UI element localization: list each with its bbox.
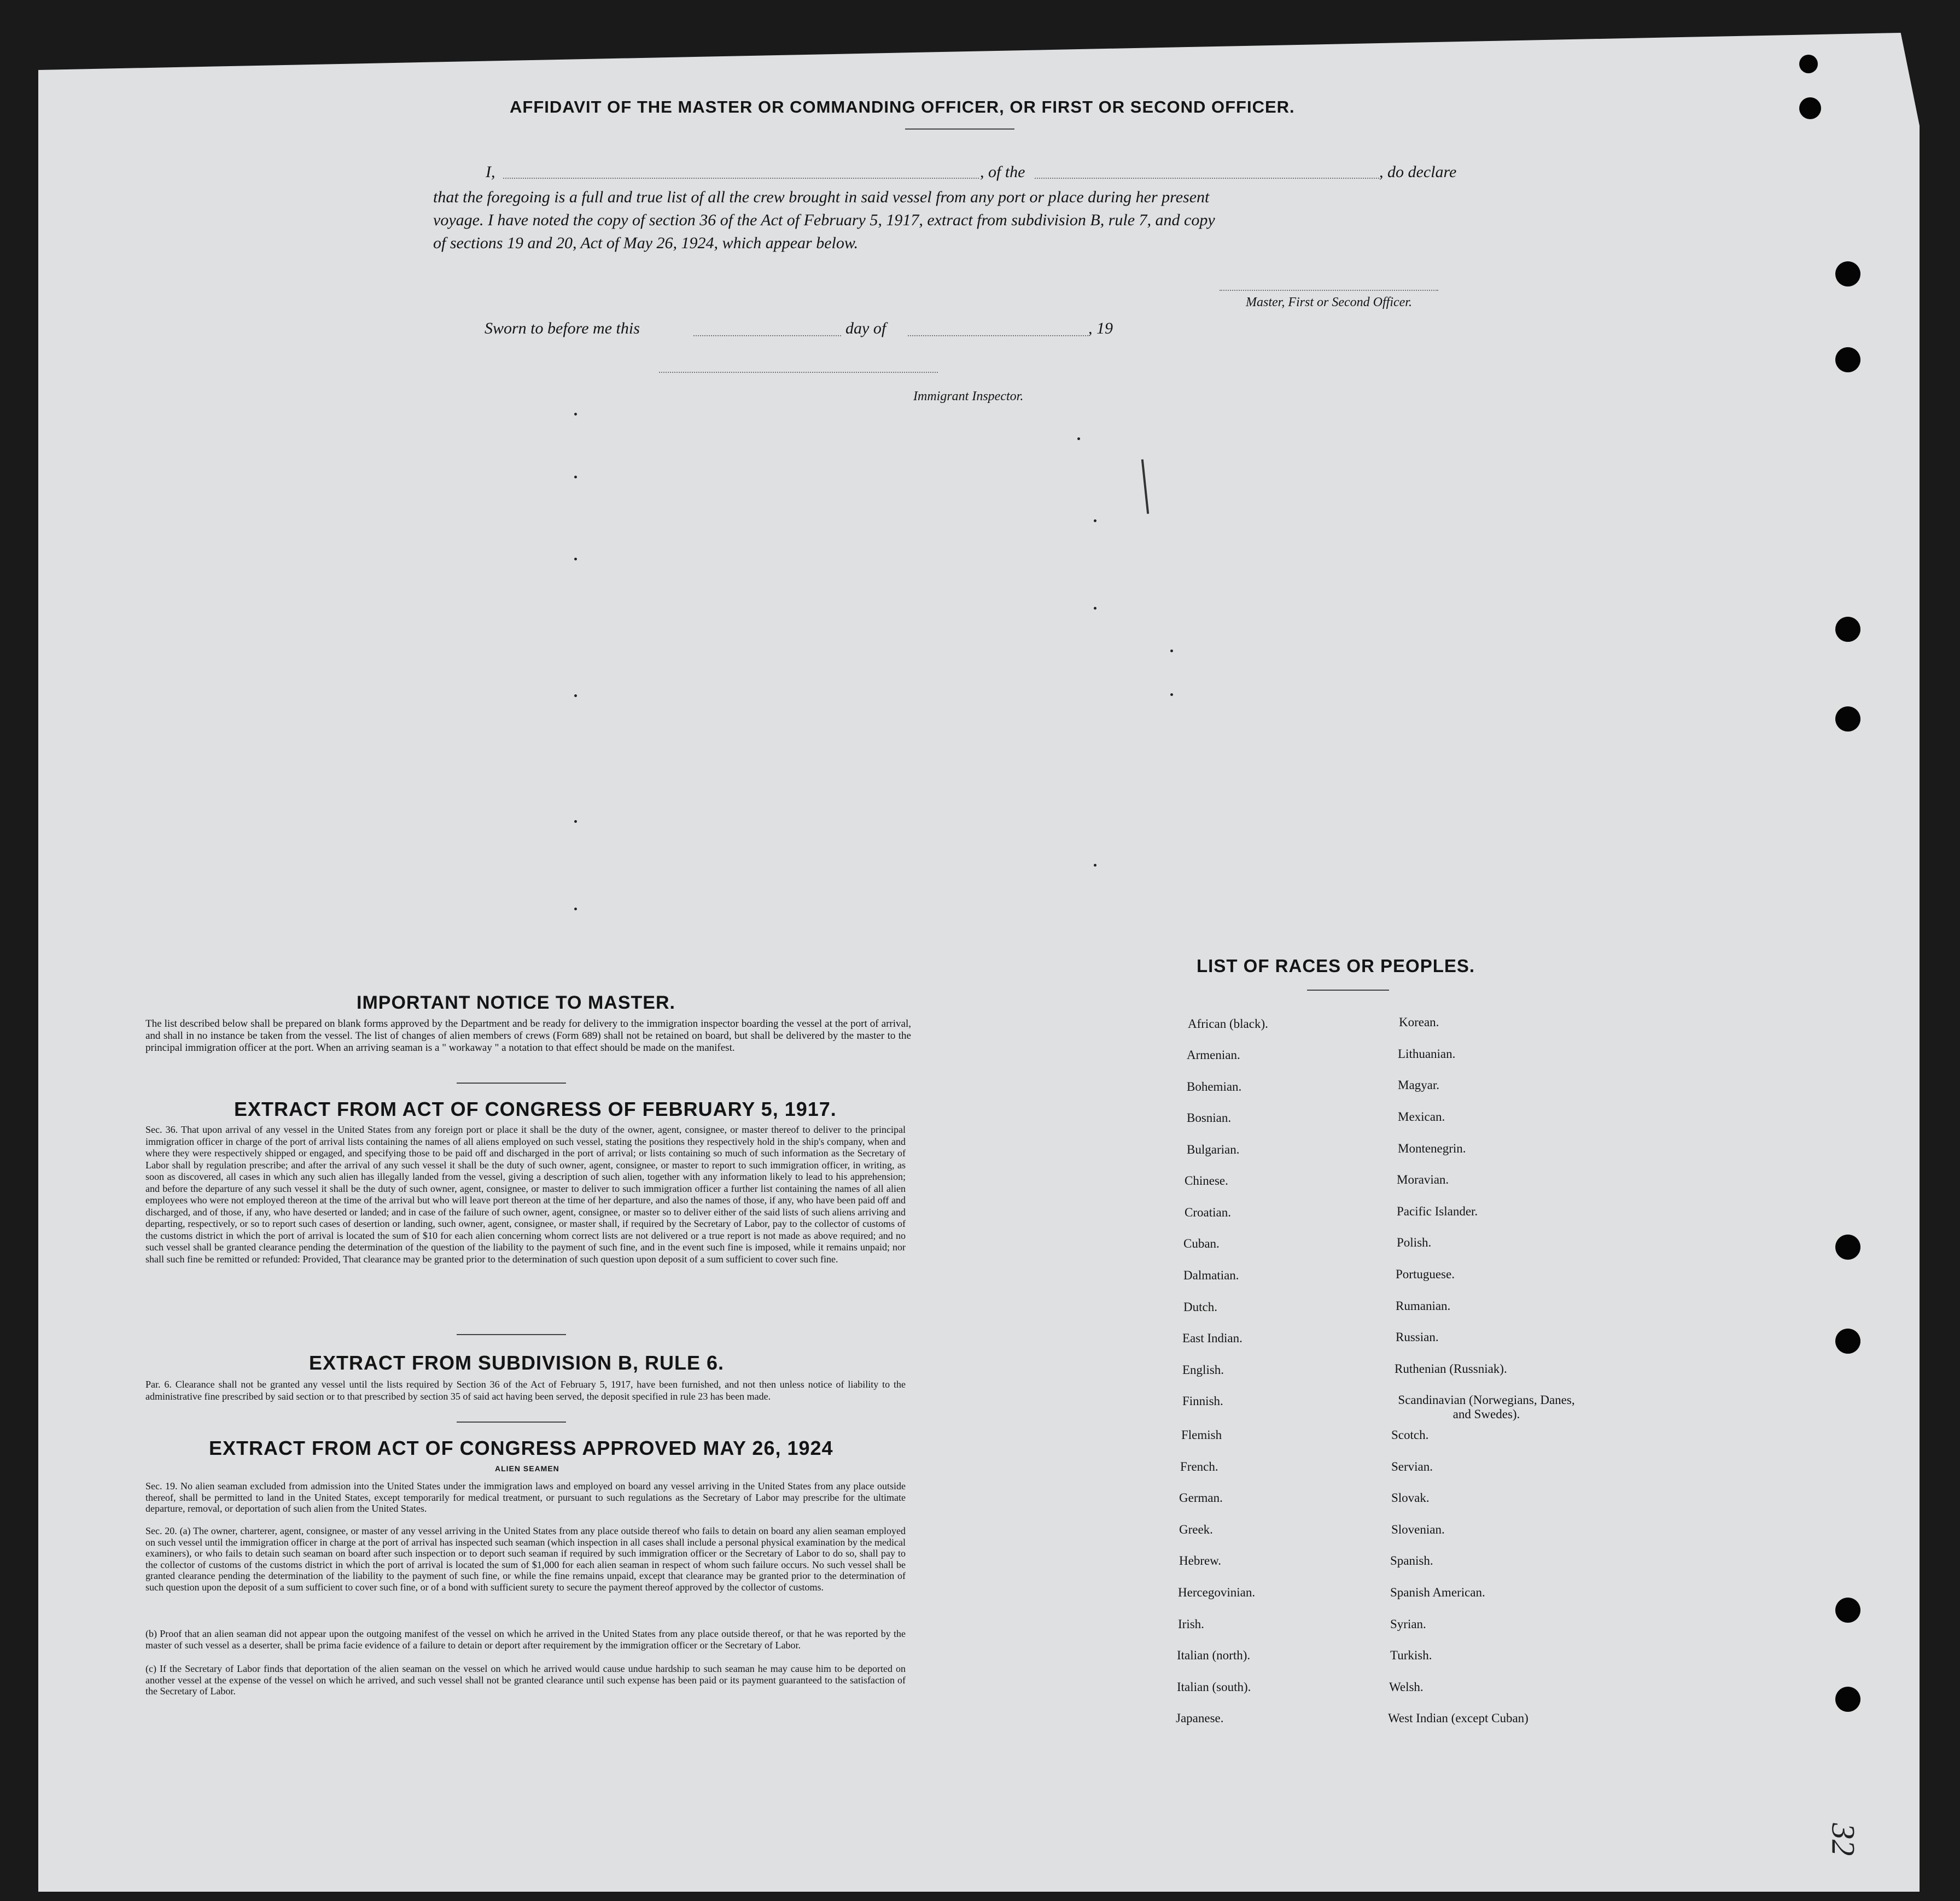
punch-hole xyxy=(1799,97,1821,119)
stray-mark xyxy=(1077,437,1080,440)
race-left-item: Croatian. xyxy=(1185,1206,1231,1219)
notice-text: The list described below shall be prepared on blank forms approved by the Department and be ready for delivery to the immigration inspector boarding the vessel at the port of arrival, and shall in no instance be taken from the vessel. The list of changes of alien members of crews (Form 689) shall not be retained on board, but shall be delivered by the master to the principal immigration officer at the port. When an arriving seaman is a " workaway " a notation to that effect should be made on the manifest. xyxy=(145,1018,911,1054)
race-left-item: Hebrew. xyxy=(1179,1554,1222,1567)
stray-mark xyxy=(1094,519,1096,522)
sworn-label: Sworn to before me this xyxy=(485,319,640,337)
race-right-item: Slovak. xyxy=(1391,1491,1430,1505)
stray-mark xyxy=(1094,864,1096,867)
race-right-item: Scotch. xyxy=(1391,1428,1429,1442)
day-of-label: day of xyxy=(845,319,886,337)
extract-1917-text: Sec. 36. That upon arrival of any vessel in the United States from any foreign port or place it shall be the duty of the owner, agent, consignee, or master thereof to deliver to the principal immigration officer in charge of the port of arrival lists containing the names of all aliens employed on such vessel, stating the positions they respectively hold in the ship's company, when and where they were respectively shipped or engaged, and specifying those to be paid off and discharged in the port of arrival; or lists containing so much of such information as the Secretary of Labor shall by regulation prescribe; and after the arrival of any such vessel it shall be the duty of such owner, agent, consignee, or master to report to such immigration officer, in writing, as soon as discovered, all cases in which any such alien has illegally landed from the vessel, giving a description of such alien, together with any information likely to lead to his apprehension; and before the departure of any such vessel it shall be the duty of such owner, agent, consignee, or master to deliver to such immigration officer a further list containing the names of all alien employees who were not employed thereon at the time of the arrival but who will leave port thereon at the time of her departure, and also the names of those, if any, who have been paid off and discharged, and of those, if any, who have deserted or landed; and in case of the failure of such owner, agent, consignee, or master so to deliver either of the said lists of such aliens arriving and departing, respectively, or so to report such cases of desertion or landing, such owner, agent, consignee, or master shall, if required by the Secretary of Labor, pay to the collector of customs of the customs district in which the port of arrival is located the sum of $10 for each alien concerning whom correct lists are not delivered or a true report is not made as above required; and no such vessel shall be granted clearance pending the determination of the question of the liability to the payment of such fine, and in the event such fine is imposed, while it remains unpaid; nor shall such fine be remitted or refunded: Provided, That clearance may be granted prior to the determination of such question upon deposit of a sum sufficient to cover such fine. xyxy=(145,1124,906,1265)
race-right-item: Mexican. xyxy=(1398,1110,1445,1124)
affidavit-do-declare-label: , do declare xyxy=(1379,163,1457,181)
race-right-item: Spanish. xyxy=(1390,1554,1433,1567)
race-right-item: Montenegrin. xyxy=(1398,1142,1466,1155)
stray-mark xyxy=(574,476,577,478)
punch-hole xyxy=(1835,347,1860,372)
race-right-item: Turkish. xyxy=(1390,1648,1432,1662)
race-right-item: Portuguese. xyxy=(1396,1267,1455,1281)
inspector-signature-line[interactable] xyxy=(659,372,938,373)
stray-mark xyxy=(574,820,577,823)
stray-mark xyxy=(574,694,577,697)
race-left-item: Greek. xyxy=(1179,1523,1213,1536)
extract-1917-rule xyxy=(457,1334,566,1335)
race-right-item: Slovenian. xyxy=(1391,1523,1445,1536)
race-left-item: Bosnian. xyxy=(1187,1111,1232,1125)
race-right-item: Polish. xyxy=(1397,1236,1432,1249)
affidavit-body-line1: that the foregoing is a full and true list of all the crew brought in said vessel from any port or place during her present xyxy=(433,188,1210,206)
race-left-item: German. xyxy=(1179,1491,1223,1505)
affidavit-body-line2: voyage. I have noted the copy of section 36 of the Act of February 5, 1917, extract from subdivision B, rule 7, and copy xyxy=(433,211,1215,229)
race-left-item: Dalmatian. xyxy=(1183,1268,1239,1282)
extract-1924-subtitle: ALIEN SEAMEN xyxy=(495,1464,559,1473)
stray-mark xyxy=(574,413,577,416)
race-right-item: Rumanian. xyxy=(1396,1299,1451,1313)
extract-1924-sec20b: (b) Proof that an alien seaman did not appear upon the outgoing manifest of the vessel on which he arrived in the United States from any place outside thereof, or that he was reported by the master of such vessel as a deserter, shall be prima facie evidence of a failure to detain or deport after requirement by the immigration officer or the Secretary of Labor. xyxy=(145,1628,906,1651)
race-right-item: Welsh. xyxy=(1389,1680,1424,1694)
notice-rule xyxy=(457,1083,566,1084)
punch-hole xyxy=(1835,261,1860,286)
race-right-item: Ruthenian (Russniak). xyxy=(1395,1362,1507,1376)
race-left-item: Italian (north). xyxy=(1177,1648,1251,1662)
sworn-day-field[interactable] xyxy=(693,335,841,336)
affidavit-title-rule xyxy=(905,128,1014,130)
race-right-item: Spanish American. xyxy=(1390,1586,1485,1599)
race-left-item: Dutch. xyxy=(1183,1300,1217,1314)
races-title-rule xyxy=(1307,990,1389,991)
race-right-item: Scandinavian (Norwegians, Danes, and Swedes). xyxy=(1398,1393,1575,1421)
punch-hole xyxy=(1835,1687,1860,1712)
race-left-item: English. xyxy=(1182,1363,1224,1377)
races-title: LIST OF RACES OR PEOPLES. xyxy=(1197,956,1475,976)
stray-mark xyxy=(574,908,577,910)
race-left-item: Italian (south). xyxy=(1177,1680,1251,1694)
stray-mark xyxy=(1170,693,1173,696)
race-right-item: Servian. xyxy=(1391,1460,1433,1473)
affidavit-title: AFFIDAVIT OF THE MASTER OR COMMANDING OFFICER, OR FIRST OR SECOND OFFICER. xyxy=(510,97,1295,116)
notice-title: IMPORTANT NOTICE TO MASTER. xyxy=(357,992,675,1013)
punch-hole xyxy=(1835,1598,1860,1623)
race-right-item: West Indian (except Cuban) xyxy=(1388,1711,1529,1725)
stray-mark xyxy=(574,558,577,560)
extract-rule6-text: Par. 6. Clearance shall not be granted any vessel until the lists required by Section 36 of the Act of February 5, 1917, have been furnished, and not then unless notice of liability to the administrative fine prescribed by said section or to that prescribed by section 35 of said act having been served, the deposit specified in rule 23 has been made. xyxy=(145,1379,906,1402)
affidavit-i-label: I, xyxy=(486,163,495,181)
extract-1924-sec20c: (c) If the Secretary of Labor finds that deportation of the alien seaman on the vessel on which he arrived would cause undue hardship to such seaman he may cause him to be deported on another vessel at the expense of the vessel on which he arrived, and such vessel shall not be granted clearance until such expense has been paid or its payment guaranteed to the satisfaction of the Secretary of Labor. xyxy=(145,1663,906,1697)
extract-rule6-rule xyxy=(457,1422,566,1423)
punch-hole xyxy=(1835,1235,1860,1260)
affidavit-of-the-label: , of the xyxy=(980,163,1025,181)
race-left-item: Cuban. xyxy=(1183,1237,1220,1250)
race-left-item: Japanese. xyxy=(1176,1711,1224,1725)
extract-1924-sec19: Sec. 19. No alien seaman excluded from admission into the United States under the immigration laws and employed on board any vessel arriving in the United States from any place outside thereof, shall be permitted to land in the United States, except temporarily for medical treatment, or pursuant to such regulations as the Secretary of Labor may prescribe for the ultimate departure, removal, or deportation of such alien from the United States. xyxy=(145,1481,906,1514)
race-right-item: Russian. xyxy=(1396,1330,1439,1344)
inspector-signature-label: Immigrant Inspector. xyxy=(913,389,1024,403)
extract-rule6-title: EXTRACT FROM SUBDIVISION B, RULE 6. xyxy=(309,1352,725,1374)
stray-mark xyxy=(1094,607,1096,610)
race-left-item: Finnish. xyxy=(1182,1394,1223,1408)
extract-1924-sec20a: Sec. 20. (a) The owner, charterer, agent, consignee, or master of any vessel arriving in the United States from any place outside thereof who fails to detain on board any alien seaman employed on such vessel until the immigration officer in charge at the port of arrival has inspected such seaman (which inspection in all cases shall include a personal physical examination by the medical examiners), or who fails to detain such seaman on board after such inspection or to deport such seaman if required by such immigration officer or the Secretary of Labor to do so, shall pay to the collector of customs of the customs district in which the port of arrival is located the sum of $1,000 for each alien seaman in respect of whom such failure occurs. No such vessel shall be granted clearance pending the determination of the liability to the payment of such fine, or while the fine remains unpaid, except that clearance may be granted prior to the determination of such question upon the deposit of a sum sufficient to cover such fine, or of a bond with sufficient surety to secure the payment thereof approved by the collector of customs. xyxy=(145,1525,906,1593)
extract-1917-title: EXTRACT FROM ACT OF CONGRESS OF FEBRUARY 5, 1917. xyxy=(234,1098,837,1120)
name-field[interactable] xyxy=(503,178,979,179)
year-label: , 19 xyxy=(1088,319,1113,337)
affidavit-body-line3: of sections 19 and 20, Act of May 26, 1924, which appear below. xyxy=(433,234,859,252)
extract-1924-title: EXTRACT FROM ACT OF CONGRESS APPROVED MAY 26, 1924 xyxy=(209,1437,833,1459)
race-left-item: French. xyxy=(1180,1460,1218,1473)
race-right-item: Magyar. xyxy=(1398,1078,1440,1092)
race-left-item: Hercegovinian. xyxy=(1178,1586,1256,1599)
punch-hole xyxy=(1799,55,1818,73)
race-left-item: Irish. xyxy=(1178,1617,1204,1631)
race-left-item: Chinese. xyxy=(1185,1174,1228,1188)
race-left-item: Armenian. xyxy=(1187,1048,1240,1062)
race-left-item: African (black). xyxy=(1188,1017,1268,1031)
race-right-item: Pacific Islander. xyxy=(1397,1204,1478,1218)
race-left-item: East Indian. xyxy=(1182,1331,1242,1345)
sworn-month-field[interactable] xyxy=(908,335,1088,336)
race-right-item: Syrian. xyxy=(1390,1617,1426,1631)
punch-hole xyxy=(1835,1329,1860,1354)
document-page xyxy=(38,33,1920,1892)
punch-hole xyxy=(1835,706,1860,732)
race-left-item: Flemish xyxy=(1181,1428,1222,1442)
master-signature-line[interactable] xyxy=(1220,290,1438,291)
vessel-field[interactable] xyxy=(1035,178,1379,179)
race-right-item: Moravian. xyxy=(1397,1173,1449,1186)
master-signature-label: Master, First or Second Officer. xyxy=(1246,295,1412,309)
punch-hole xyxy=(1835,617,1860,642)
page-number: 32 xyxy=(1825,1823,1862,1856)
race-right-item: Lithuanian. xyxy=(1398,1047,1456,1061)
stray-mark xyxy=(1170,650,1173,652)
race-left-item: Bohemian. xyxy=(1187,1080,1242,1093)
race-left-item: Bulgarian. xyxy=(1187,1143,1240,1156)
race-right-item: Korean. xyxy=(1399,1015,1439,1029)
